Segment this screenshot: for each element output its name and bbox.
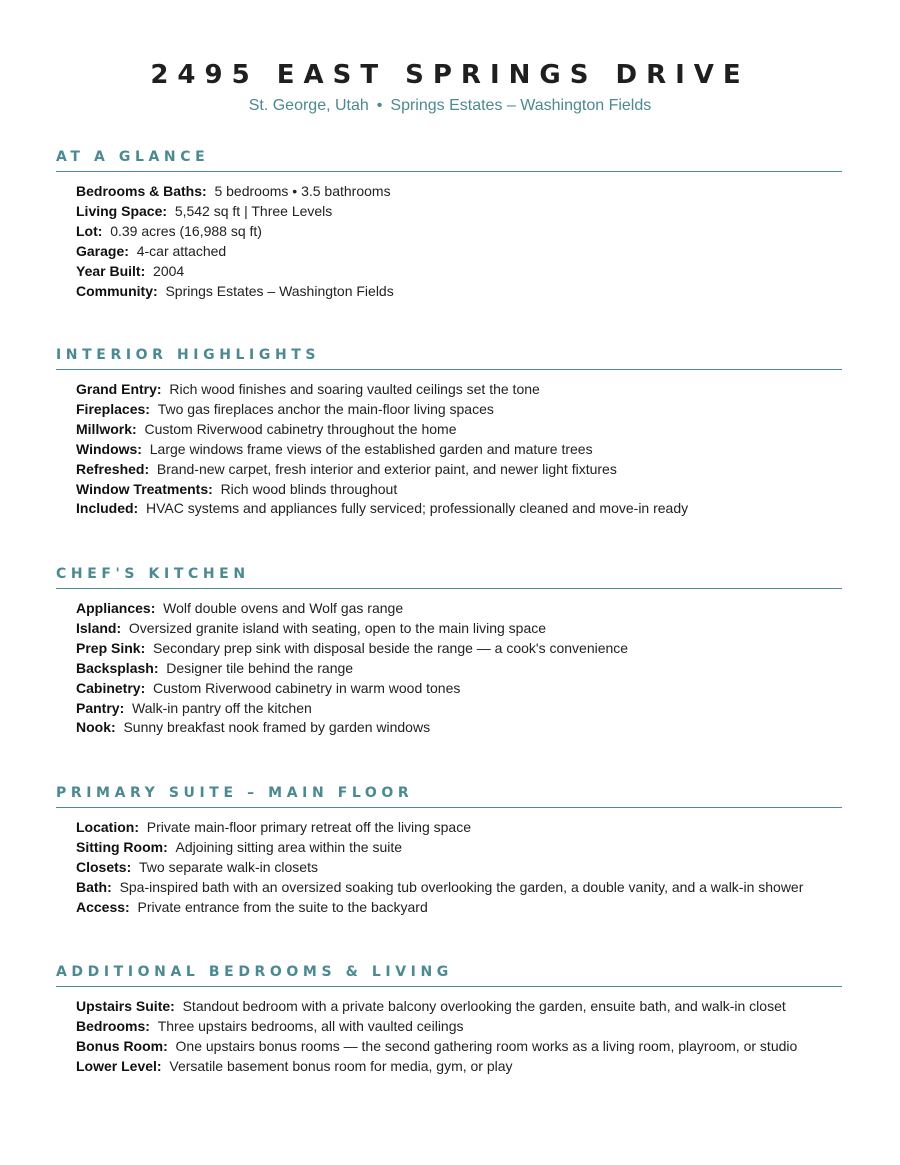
section-primary-suite — [56, 785, 842, 918]
feature-label: Lot: — [76, 222, 103, 239]
feature-label: Windows: — [76, 440, 142, 457]
section-heading: AT A GLANCE — [56, 149, 842, 172]
feature-label: Island: — [76, 619, 122, 636]
feature-label: Bedrooms: — [76, 1017, 150, 1034]
feature-value: Two separate walk-in closets — [139, 858, 318, 875]
feature-value: 5 bedrooms • 3.5 bathrooms — [214, 183, 391, 199]
feature-label: Bonus Room: — [76, 1037, 168, 1054]
feature-label: Sitting Room: — [76, 838, 168, 855]
feature-label: Closets: — [76, 858, 132, 875]
feature-value: Private entrance from the suite to the backyard — [137, 898, 428, 915]
feature-label: Community: — [76, 282, 158, 299]
feature-item — [76, 242, 842, 262]
feature-value: Brand-new carpet, fresh interior and exterior paint, and newer light fixtures — [156, 460, 617, 477]
feature-list — [76, 818, 842, 918]
feature-value: Walk-in pantry off the kitchen — [132, 699, 312, 716]
feature-item — [76, 858, 842, 878]
section-chefs-kitchen — [56, 566, 842, 738]
feature-item — [76, 440, 842, 460]
feature-item — [76, 282, 842, 302]
feature-item — [76, 878, 842, 898]
feature-item — [76, 997, 842, 1017]
feature-item — [76, 599, 842, 619]
feature-label: Living Space: — [76, 202, 168, 219]
feature-item — [76, 262, 842, 282]
subtitle-separator: • — [376, 97, 383, 114]
feature-label: Bath: — [76, 878, 112, 895]
feature-item — [76, 1057, 842, 1077]
feature-label: Garage: — [76, 242, 129, 259]
feature-item — [76, 898, 842, 918]
feature-value: Custom Riverwood cabinetry in warm wood tones — [153, 679, 461, 696]
feature-item — [76, 699, 842, 719]
feature-value: Secondary prep sink with disposal beside the range — a cook's convenience — [153, 639, 629, 656]
feature-item — [76, 480, 842, 500]
section-interior-highlights — [56, 347, 842, 519]
feature-label: Location: — [76, 819, 139, 835]
feature-label: Grand Entry: — [76, 381, 162, 397]
feature-value: Wolf double ovens and Wolf gas range — [163, 600, 404, 616]
feature-label: Upstairs Suite: — [76, 998, 175, 1014]
feature-value: Private main-floor primary retreat off the living space — [146, 819, 471, 835]
section-additional-bedrooms — [56, 964, 842, 1077]
feature-value: Three upstairs bedrooms, all with vaulted ceilings — [157, 1017, 464, 1034]
feature-value: One upstairs bonus rooms — the second gathering room works as a living room, playroom, or studio — [175, 1037, 798, 1054]
feature-item — [76, 380, 842, 400]
feature-value: Adjoining sitting area within the suite — [175, 838, 403, 855]
feature-value: 0.39 acres (16,988 sq ft) — [110, 222, 262, 239]
feature-value: Springs Estates – Washington Fields — [165, 282, 394, 299]
section-heading: ADDITIONAL BEDROOMS & LIVING — [56, 964, 842, 987]
feature-item — [76, 222, 842, 242]
feature-value: Oversized granite island with seating, open to the main living space — [128, 619, 547, 636]
section-heading: CHEF'S KITCHEN — [56, 566, 842, 589]
feature-value: Sunny breakfast nook framed by garden windows — [123, 719, 431, 736]
feature-item — [76, 420, 842, 440]
feature-item — [76, 460, 842, 480]
feature-label: Appliances: — [76, 600, 156, 616]
feature-label: Year Built: — [76, 262, 146, 279]
feature-label: Fireplaces: — [76, 400, 150, 417]
section-heading: INTERIOR HIGHLIGHTS — [56, 347, 842, 370]
subtitle-community: Springs Estates – Washington Fields — [390, 97, 652, 114]
feature-value: Two gas fireplaces anchor the main-floor living spaces — [157, 400, 494, 417]
feature-label: Access: — [76, 898, 130, 915]
feature-label: Bedrooms & Baths: — [76, 183, 207, 199]
feature-list — [76, 182, 842, 301]
feature-value: Spa-inspired bath with an oversized soaking tub overlooking the garden, a double vanity, and a walk-in shower — [119, 878, 804, 895]
page-title: 2495 EAST SPRINGS DRIVE — [150, 60, 750, 90]
feature-item — [76, 718, 842, 738]
feature-value: Custom Riverwood cabinetry throughout the home — [144, 420, 457, 437]
feature-label: Refreshed: — [76, 460, 150, 477]
feature-item — [76, 1017, 842, 1037]
feature-label: Included: — [76, 500, 139, 517]
section-heading: PRIMARY SUITE – MAIN FLOOR — [56, 785, 842, 808]
feature-item — [76, 400, 842, 420]
subtitle-city: St. George, Utah — [248, 97, 369, 114]
section-at-a-glance — [56, 149, 842, 301]
feature-item — [76, 619, 842, 639]
feature-label: Backsplash: — [76, 659, 159, 676]
feature-label: Pantry: — [76, 699, 125, 716]
feature-value: Designer tile behind the range — [166, 659, 354, 676]
feature-item — [76, 659, 842, 679]
feature-value: 2004 — [153, 262, 185, 279]
feature-value: Large windows frame views of the established garden and mature trees — [149, 440, 593, 457]
feature-label: Millwork: — [76, 420, 137, 437]
feature-value: Rich wood finishes and soaring vaulted ceilings set the tone — [169, 381, 540, 397]
feature-value: Standout bedroom with a private balcony overlooking the garden, ensuite bath, and walk-in closet — [182, 998, 786, 1014]
feature-value: 5,542 sq ft | Three Levels — [174, 202, 333, 219]
feature-list — [76, 380, 842, 519]
feature-label: Cabinetry: — [76, 679, 146, 696]
feature-value: HVAC systems and appliances fully serviced; professionally cleaned and move-in ready — [146, 500, 689, 517]
feature-label: Window Treatments: — [76, 480, 213, 497]
feature-label: Prep Sink: — [76, 639, 146, 656]
feature-label: Nook: — [76, 719, 116, 736]
feature-value: Rich wood blinds throughout — [220, 480, 398, 497]
feature-list — [76, 997, 842, 1077]
feature-value: Versatile basement bonus room for media, gym, or play — [169, 1057, 513, 1074]
feature-item — [76, 202, 842, 222]
feature-list — [76, 599, 842, 738]
feature-item — [76, 679, 842, 699]
feature-value: 4-car attached — [136, 242, 227, 259]
feature-item — [76, 499, 842, 519]
feature-item — [76, 838, 842, 858]
feature-item — [76, 818, 842, 838]
feature-item — [76, 1037, 842, 1057]
feature-label: Lower Level: — [76, 1057, 162, 1074]
page-subtitle — [0, 97, 900, 115]
feature-item — [76, 639, 842, 659]
feature-item — [76, 182, 842, 202]
